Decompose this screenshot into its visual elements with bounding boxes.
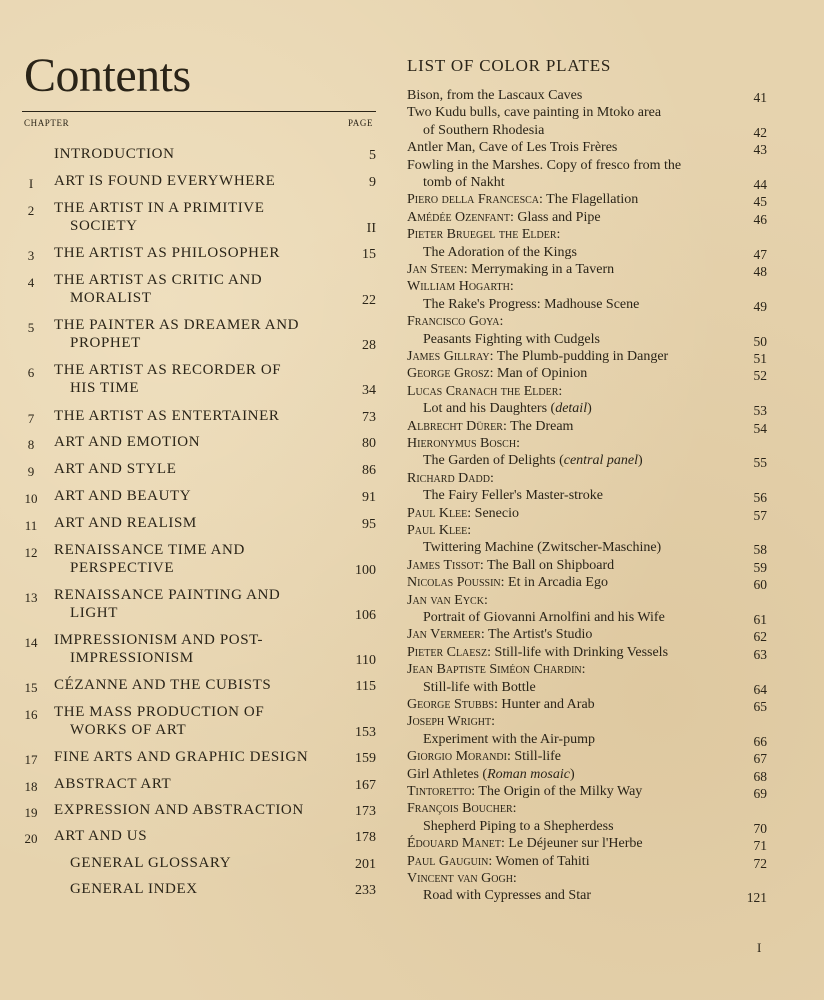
chapter-title xyxy=(70,880,370,898)
chapter-title xyxy=(54,631,354,667)
plate-text: : The Ball on Shipboard xyxy=(479,557,615,573)
plate-page-number: 71 xyxy=(753,838,767,854)
plate-page-number: 63 xyxy=(753,646,767,662)
color-plate-entry xyxy=(407,800,767,835)
chapter-title xyxy=(54,487,354,505)
artist-name: George Stubbs xyxy=(407,697,494,712)
color-plate-entry xyxy=(407,348,767,365)
plate-page-number: 69 xyxy=(753,786,767,801)
plate-page-number: 61 xyxy=(753,612,767,627)
plate-text: : Hunter and Arab xyxy=(493,697,595,712)
color-plate-entry xyxy=(407,139,767,156)
chapter-number: 2 xyxy=(27,203,35,218)
chapter-title-line: SOCIETY xyxy=(70,218,138,234)
plate-text: ) xyxy=(569,766,575,782)
chapter-title-line: IMPRESSIONISM AND POST- xyxy=(54,632,264,648)
artist-name: Paul Klee xyxy=(407,523,468,538)
plate-page-number: 65 xyxy=(753,699,767,714)
plate-text: : The Plumb-pudding in Danger xyxy=(489,349,669,364)
chapter-title-line: PERSPECTIVE xyxy=(70,560,175,576)
chapter-number: 14 xyxy=(24,635,38,650)
chapter-title xyxy=(54,801,354,819)
chapter-number: 20 xyxy=(24,831,38,846)
artist-name: William Hogarth xyxy=(407,279,510,295)
plate-text: Girl Athletes ( xyxy=(407,766,488,782)
chapter-title xyxy=(54,827,354,845)
plate-line xyxy=(407,226,767,243)
plate-line xyxy=(407,731,767,748)
plate-line xyxy=(407,539,767,556)
color-plate-entry xyxy=(407,209,767,226)
plate-line xyxy=(407,174,767,191)
plate-page-number: 68 xyxy=(753,768,767,784)
plate-line xyxy=(407,818,767,835)
color-plate-entry xyxy=(407,365,767,382)
color-plate-entry xyxy=(407,191,767,208)
plate-text: Experiment with the Air-pump xyxy=(423,731,595,747)
plate-page-number: 55 xyxy=(753,455,767,471)
plate-text: central panel xyxy=(563,453,638,469)
plate-line xyxy=(407,505,767,522)
chapter-title-line: THE ARTIST AS CRITIC AND xyxy=(54,272,263,288)
color-plate-entry xyxy=(407,557,767,574)
plate-text: : The Origin of the Milky Way xyxy=(471,784,643,799)
color-plate-entry xyxy=(407,644,767,661)
artist-name: Francisco Goya xyxy=(407,314,500,330)
plate-text: : xyxy=(581,662,586,678)
chapter-title xyxy=(54,361,354,397)
plate-line xyxy=(407,157,767,174)
artist-name: Jan Steen xyxy=(407,262,464,277)
plate-line xyxy=(407,870,767,887)
chapter-page-number: 9 xyxy=(369,175,376,190)
plate-line xyxy=(407,557,767,574)
plate-text: : xyxy=(558,383,563,399)
plate-line xyxy=(407,835,767,852)
chapter-page-number: 34 xyxy=(362,383,376,398)
plate-line xyxy=(407,418,767,435)
chapter-page-number: 167 xyxy=(355,778,376,793)
color-plate-entry xyxy=(407,435,767,470)
plate-line xyxy=(407,783,767,800)
plate-page-number: 60 xyxy=(753,577,767,593)
plate-page-number: 54 xyxy=(753,420,767,436)
plate-line xyxy=(407,87,767,104)
color-plate-entry xyxy=(407,661,767,696)
plate-line xyxy=(407,296,767,313)
plate-line xyxy=(407,400,767,417)
chapter-page-number: 153 xyxy=(355,725,376,740)
chapter-title xyxy=(54,703,354,739)
chapter-number: 15 xyxy=(24,680,38,695)
plate-text: Roman mosaic xyxy=(487,766,570,782)
chapter-title xyxy=(54,676,354,694)
artist-name: Jan van Eyck xyxy=(407,592,484,608)
plate-line xyxy=(407,887,767,904)
plate-text: : Still-life xyxy=(506,749,562,765)
plate-text: : Glass and Pipe xyxy=(509,209,601,225)
plate-text: : xyxy=(483,592,488,608)
color-plate-entry xyxy=(407,713,767,748)
chapter-page-number: 91 xyxy=(362,490,376,505)
plate-text: Two Kudu bulls, cave painting in Mtoko area xyxy=(407,105,662,121)
column-header-page: PAGE xyxy=(348,118,374,128)
chapter-title xyxy=(54,775,354,793)
artist-name: Paul Gauguin xyxy=(407,853,489,869)
chapter-number: 3 xyxy=(27,248,35,263)
chapter-title xyxy=(54,145,354,163)
plate-text: tomb of Nakht xyxy=(423,175,505,190)
color-plate-entry xyxy=(407,592,767,627)
plate-text: Bison, from the Lascaux Caves xyxy=(407,88,583,103)
chapter-title-line: THE ARTIST IN A PRIMITIVE xyxy=(54,200,265,216)
artist-name: Richard Dadd xyxy=(407,470,490,486)
plate-line xyxy=(407,348,767,365)
chapter-page-number: 100 xyxy=(355,563,376,578)
plate-page-number: 52 xyxy=(753,368,767,384)
color-plate-entry xyxy=(407,226,767,261)
chapter-title xyxy=(70,854,370,872)
plate-page-number: 49 xyxy=(753,298,767,314)
chapter-number: 11 xyxy=(24,518,38,533)
plate-page-number: 45 xyxy=(753,194,767,210)
color-plate-entry xyxy=(407,835,767,852)
chapter-title xyxy=(54,541,354,577)
chapter-title-line: ART AND BEAUTY xyxy=(54,488,192,504)
plate-text: Portrait of Giovanni Arnolfini and his Wife xyxy=(423,610,665,625)
chapter-number: 10 xyxy=(24,491,38,506)
plate-text: Shepherd Piping to a Shepherdess xyxy=(423,818,614,834)
plate-text: : xyxy=(556,227,561,243)
chapter-title-line: THE ARTIST AS ENTERTAINER xyxy=(54,408,280,424)
color-plate-entry xyxy=(407,748,767,765)
chapter-title-line: ART AND US xyxy=(54,828,148,844)
plate-text: : Senecio xyxy=(467,505,519,521)
plate-page-number: 59 xyxy=(753,559,767,575)
plate-line xyxy=(407,592,767,609)
artist-name: Paul Klee xyxy=(407,505,468,521)
plate-line xyxy=(407,661,767,678)
plate-page-number: 70 xyxy=(753,820,767,836)
artist-name: Pieter Bruegel the Elder xyxy=(407,227,557,243)
plate-text: Peasants Fighting with Cudgels xyxy=(423,331,600,347)
plate-text: : xyxy=(499,314,504,330)
color-plate-entry xyxy=(407,574,767,591)
plate-line xyxy=(407,574,767,591)
chapter-title xyxy=(54,586,354,622)
plate-page-number: 42 xyxy=(753,124,767,140)
plate-page-number: 41 xyxy=(753,90,767,105)
chapter-page-number: 233 xyxy=(355,883,376,898)
plate-text: : Le Déjeuner sur l'Herbe xyxy=(500,836,643,852)
chapter-number: 19 xyxy=(24,805,38,820)
plate-line xyxy=(407,452,767,469)
plate-line xyxy=(407,139,767,156)
chapter-title-line: RENAISSANCE TIME AND xyxy=(54,542,245,558)
color-plate-entry xyxy=(407,157,767,192)
plate-line xyxy=(407,383,767,400)
color-plate-entry xyxy=(407,87,767,104)
plate-text: detail xyxy=(555,401,588,417)
plate-text: Antler Man, Cave of Les Trois Frères xyxy=(407,140,618,156)
chapter-page-number: 110 xyxy=(355,653,376,668)
plate-text: : xyxy=(516,436,520,451)
artist-name: Lucas Cranach the Elder xyxy=(407,383,559,399)
chapter-title-line: ABSTRACT ART xyxy=(54,776,172,792)
plate-text: : xyxy=(512,801,517,817)
artist-name: Albrecht Dürer xyxy=(407,418,503,434)
color-plate-entry xyxy=(407,470,767,505)
chapter-page-number: 201 xyxy=(355,857,376,872)
plate-line xyxy=(407,766,767,783)
chapter-title xyxy=(54,748,354,766)
plate-line xyxy=(407,104,767,121)
chapter-title-line: MORALIST xyxy=(70,290,152,306)
artist-name: George Grosz xyxy=(407,366,490,382)
plate-page-number: 64 xyxy=(753,681,767,697)
plate-page-number: 58 xyxy=(753,542,767,558)
plate-text: : The Dream xyxy=(502,418,574,434)
color-plate-entry xyxy=(407,104,767,139)
chapter-list xyxy=(0,0,400,1000)
chapter-title-line: EXPRESSION AND ABSTRACTION xyxy=(54,802,304,818)
chapter-title xyxy=(54,407,354,425)
plate-page-number: 46 xyxy=(753,211,767,227)
plate-text: The Fairy Feller's Master-stroke xyxy=(423,488,603,504)
chapter-title xyxy=(54,271,354,307)
plate-page-number: 43 xyxy=(753,142,767,158)
plate-line xyxy=(407,122,767,139)
plate-page-number: 44 xyxy=(753,177,767,192)
chapter-title-line: ART AND REALISM xyxy=(54,515,197,531)
chapter-title xyxy=(54,433,354,451)
artist-name: James Gillray xyxy=(407,349,490,364)
color-plate-entry xyxy=(407,696,767,713)
chapter-page-number: 86 xyxy=(362,463,376,478)
plate-line xyxy=(407,191,767,208)
chapter-number: 9 xyxy=(27,464,35,479)
chapter-title-line: WORKS OF ART xyxy=(70,722,187,738)
plate-page-number: 53 xyxy=(753,403,767,419)
chapter-page-number: 73 xyxy=(362,410,376,425)
artist-name: Giorgio Morandi xyxy=(407,749,507,765)
artist-name: Amédée Ozenfant xyxy=(407,209,510,225)
chapter-title-line: THE PAINTER AS DREAMER AND xyxy=(54,317,300,333)
plate-line xyxy=(407,626,767,643)
artist-name: Joseph Wright xyxy=(407,714,492,730)
plate-text: : The Flagellation xyxy=(539,192,639,208)
chapter-number: 6 xyxy=(27,365,35,380)
chapter-title-line: LIGHT xyxy=(70,605,118,621)
plate-page-number: 62 xyxy=(753,629,767,645)
chapter-title-line: THE ARTIST AS PHILOSOPHER xyxy=(54,245,280,261)
color-plate-entry xyxy=(407,766,767,783)
plate-line xyxy=(407,609,767,626)
chapter-title-line: THE ARTIST AS RECORDER OF xyxy=(54,362,282,378)
plate-text: The Adoration of the Kings xyxy=(423,244,577,260)
color-plate-entry xyxy=(407,313,767,348)
plate-line xyxy=(407,487,767,504)
plate-text: Fowling in the Marshes. Copy of fresco from the xyxy=(407,157,682,173)
plate-line xyxy=(407,470,767,487)
chapter-number: 16 xyxy=(24,707,38,722)
chapter-title-line: THE MASS PRODUCTION OF xyxy=(54,704,265,720)
color-plate-entry xyxy=(407,870,767,905)
plate-page-number: 121 xyxy=(746,890,767,906)
chapter-title-line: FINE ARTS AND GRAPHIC DESIGN xyxy=(54,749,309,765)
plate-text: : Et in Arcadia Ego xyxy=(500,575,608,591)
chapter-title xyxy=(54,316,354,352)
chapter-title-line: GENERAL INDEX xyxy=(70,881,198,897)
artist-name: Tintoretto xyxy=(407,784,472,799)
plate-line xyxy=(407,365,767,382)
chapter-title xyxy=(54,199,354,235)
plate-text: ) xyxy=(638,453,643,469)
artist-name: Piero della Francesca xyxy=(407,192,540,208)
chapter-number: 8 xyxy=(27,437,35,452)
artist-name: Édouard Manet xyxy=(407,836,501,852)
plate-line xyxy=(407,435,767,452)
page-number: I xyxy=(757,940,762,955)
chapter-number: 17 xyxy=(24,752,38,767)
plate-line xyxy=(407,800,767,817)
chapter-page-number: 28 xyxy=(362,338,376,353)
chapter-title-line: ART AND EMOTION xyxy=(54,434,201,450)
color-plate-entry xyxy=(407,783,767,800)
artist-name: Hieronymus Bosch xyxy=(407,436,517,451)
chapter-title-line: RENAISSANCE PAINTING AND xyxy=(54,587,281,603)
chapter-number: 18 xyxy=(24,779,38,794)
plate-line xyxy=(407,261,767,278)
plate-text: : Merrymaking in a Tavern xyxy=(463,262,615,277)
plate-page-number: 72 xyxy=(753,855,767,871)
color-plate-entry xyxy=(407,278,767,313)
color-plate-entry xyxy=(407,505,767,522)
plate-text: Road with Cypresses and Star xyxy=(423,888,591,904)
plate-line xyxy=(407,209,767,226)
chapter-title-line: GENERAL GLOSSARY xyxy=(70,855,232,871)
plate-line xyxy=(407,679,767,696)
plate-line xyxy=(407,331,767,348)
plate-page-number: 48 xyxy=(753,264,767,279)
plate-text: : xyxy=(509,279,514,295)
plate-text: : xyxy=(489,470,494,486)
chapter-title-line: CÉZANNE AND THE CUBISTS xyxy=(54,677,272,693)
plate-line xyxy=(407,644,767,661)
plate-text: of Southern Rhodesia xyxy=(423,122,545,138)
plate-page-number: 51 xyxy=(753,351,767,366)
chapter-title-line: INTRODUCTION xyxy=(54,146,175,162)
color-plate-entry xyxy=(407,522,767,557)
contents-title: Contents xyxy=(24,49,191,102)
chapter-number: 4 xyxy=(27,275,35,290)
chapter-title xyxy=(54,244,354,262)
plate-text: Twittering Machine (Zwitscher-Maschine) xyxy=(423,540,662,556)
plate-text: : Women of Tahiti xyxy=(488,853,590,869)
artist-name: Jean Baptiste Siméon Chardin xyxy=(407,662,582,678)
chapter-page-number: 95 xyxy=(362,517,376,532)
color-plate-entry xyxy=(407,383,767,418)
artist-name: James Tissot xyxy=(407,557,480,573)
chapter-number: 5 xyxy=(27,320,35,335)
chapter-page-number: 159 xyxy=(355,751,376,766)
color-plates-title: LIST OF COLOR PLATES xyxy=(407,56,612,75)
plate-text: : xyxy=(491,714,496,730)
chapter-title xyxy=(54,172,354,190)
plate-line xyxy=(407,522,767,539)
chapter-number: I xyxy=(28,176,34,191)
chapter-title-line: HIS TIME xyxy=(70,380,140,396)
plate-text: Lot and his Daughters ( xyxy=(423,401,556,417)
plate-text: The Rake's Progress: Madhouse Scene xyxy=(423,296,640,312)
chapter-page-number: II xyxy=(366,221,376,236)
color-plate-entry xyxy=(407,626,767,643)
color-plate-entry xyxy=(407,261,767,278)
color-plate-entry xyxy=(407,853,767,870)
chapter-title-line: PROPHET xyxy=(70,335,141,351)
artist-name: Pieter Claesz xyxy=(407,644,488,660)
chapter-title-line: IMPRESSIONISM xyxy=(70,650,194,666)
chapter-title xyxy=(54,514,354,532)
chapter-page-number: 178 xyxy=(355,830,376,845)
plate-line xyxy=(407,748,767,765)
plate-text: : Man of Opinion xyxy=(489,366,588,382)
plate-page-number: 50 xyxy=(753,333,767,349)
plate-page-number: 67 xyxy=(753,751,767,767)
plate-line xyxy=(407,244,767,261)
plate-text: Still-life with Bottle xyxy=(423,679,536,695)
plate-page-number: 57 xyxy=(753,507,767,523)
artist-name: François Boucher xyxy=(407,801,513,817)
plate-line xyxy=(407,713,767,730)
chapter-page-number: 115 xyxy=(355,679,376,694)
plate-line xyxy=(407,696,767,713)
chapter-number: 7 xyxy=(27,411,35,426)
chapter-title-line: ART AND STYLE xyxy=(54,461,177,477)
chapter-page-number: 5 xyxy=(369,148,376,163)
artist-name: Jan Vermeer xyxy=(407,627,481,643)
plate-text: : xyxy=(467,523,472,538)
chapter-page-number: 15 xyxy=(362,247,376,262)
chapter-page-number: 80 xyxy=(362,436,376,451)
plate-line xyxy=(407,313,767,330)
chapter-number: 12 xyxy=(24,545,38,560)
plate-page-number: 66 xyxy=(753,733,767,749)
color-plate-entry xyxy=(407,418,767,435)
plate-text: ) xyxy=(587,401,592,417)
chapter-title-line: ART IS FOUND EVERYWHERE xyxy=(54,173,276,189)
chapter-number: 13 xyxy=(24,590,38,605)
chapter-title xyxy=(54,460,354,478)
plate-line xyxy=(407,278,767,295)
plate-text: : The Artist's Studio xyxy=(480,627,593,643)
plate-text: : Still-life with Drinking Vessels xyxy=(487,644,669,660)
plate-text: The Garden of Delights ( xyxy=(423,453,564,469)
plate-page-number: 56 xyxy=(753,490,767,506)
plate-line xyxy=(407,853,767,870)
artist-name: Vincent van Gogh xyxy=(407,871,513,886)
chapter-page-number: 106 xyxy=(355,608,376,623)
artist-name: Nicolas Poussin xyxy=(407,575,501,591)
plate-text: : xyxy=(512,871,517,886)
chapter-page-number: 173 xyxy=(355,804,376,819)
column-header-chapter: CHAPTER xyxy=(24,118,70,128)
chapter-page-number: 22 xyxy=(362,293,376,308)
plate-page-number: 47 xyxy=(753,246,767,262)
